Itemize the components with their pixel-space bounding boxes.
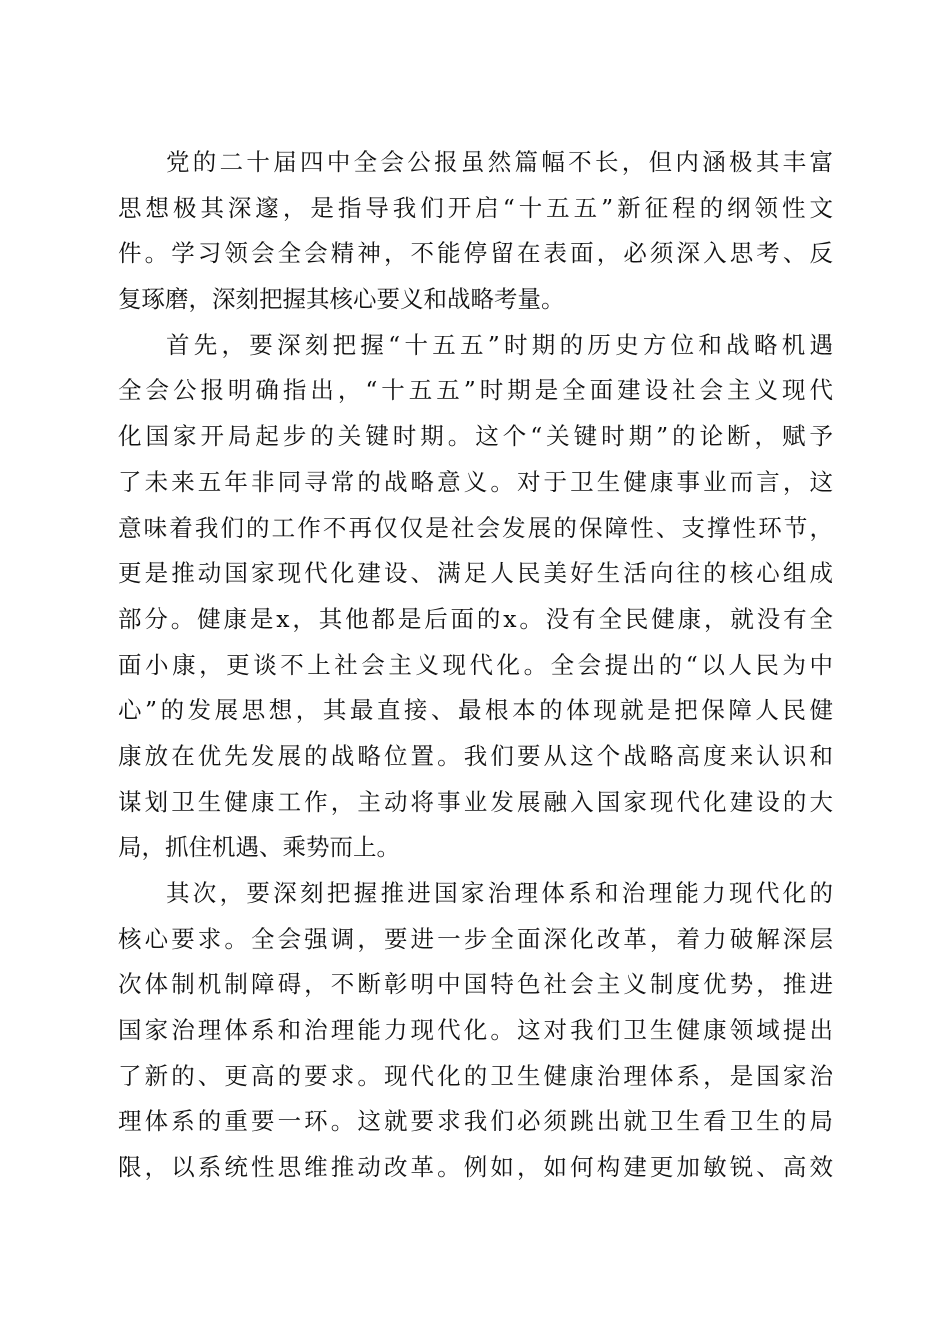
paragraph-line: 理体系的重要一环。这就要求我们必须跳出就卫生看卫生的局 <box>118 1107 833 1136</box>
paragraph-2 <box>118 323 833 871</box>
paragraph-line: 了新的、更高的要求。现代化的卫生健康治理体系，是国家治 <box>118 1061 833 1090</box>
paragraph-line: 思想极其深邃，是指导我们开启“十五五”新征程的纲领性文 <box>118 193 833 222</box>
paragraph-line: 局，抓住机遇、乘势而上。 <box>118 833 400 862</box>
paragraph-line: 党的二十届四中全会公报虽然篇幅不长，但内涵极其丰富 <box>166 148 833 176</box>
paragraph-line: 复琢磨，深刻把握其核心要义和战略考量。 <box>118 285 565 314</box>
paragraph-line: 意味着我们的工作不再仅仅是社会发展的保障性、支撑性环节， <box>118 513 833 542</box>
paragraph-line: 次体制机制障碍，不断彰明中国特色社会主义制度优势，推进 <box>118 970 833 999</box>
paragraph-line: 心”的发展思想，其最直接、最根本的体现就是把保障人民健 <box>118 696 833 725</box>
paragraph-line: 更是推动国家现代化建设、满足人民美好生活向往的核心组成 <box>118 559 833 588</box>
paragraph-line: 核心要求。全会强调，要进一步全面深化改革，着力破解深层 <box>118 924 833 953</box>
paragraph-line: 部分。健康是x，其他都是后面的x。没有全民健康，就没有全 <box>118 604 833 633</box>
document-body <box>118 140 833 1191</box>
paragraph-line: 国家治理体系和治理能力现代化。这对我们卫生健康领域提出 <box>118 1016 833 1045</box>
paragraph-3 <box>118 871 833 1191</box>
paragraph-line: 其次，要深刻把握推进国家治理体系和治理能力现代化的 <box>166 879 833 907</box>
paragraph-line: 面小康，更谈不上社会主义现代化。全会提出的“以人民为中 <box>118 650 833 679</box>
paragraph-line: 全会公报明确指出，“十五五”时期是全面建设社会主义现代 <box>118 376 833 405</box>
paragraph-line: 康放在优先发展的战略位置。我们要从这个战略高度来认识和 <box>118 741 833 770</box>
paragraph-line: 了未来五年非同寻常的战略意义。对于卫生健康事业而言，这 <box>118 467 833 496</box>
paragraph-line: 首先，要深刻把握“十五五”时期的历史方位和战略机遇 <box>166 330 833 359</box>
paragraph-line: 件。学习领会全会精神，不能停留在表面，必须深入思考、反 <box>118 239 833 268</box>
paragraph-line: 化国家开局起步的关键时期。这个“关键时期”的论断，赋予 <box>118 422 833 451</box>
paragraph-line: 谋划卫生健康工作，主动将事业发展融入国家现代化建设的大 <box>118 787 833 816</box>
paragraph-1 <box>118 140 833 323</box>
paragraph-line: 限，以系统性思维推动改革。例如，如何构建更加敏锐、高效 <box>118 1153 833 1182</box>
